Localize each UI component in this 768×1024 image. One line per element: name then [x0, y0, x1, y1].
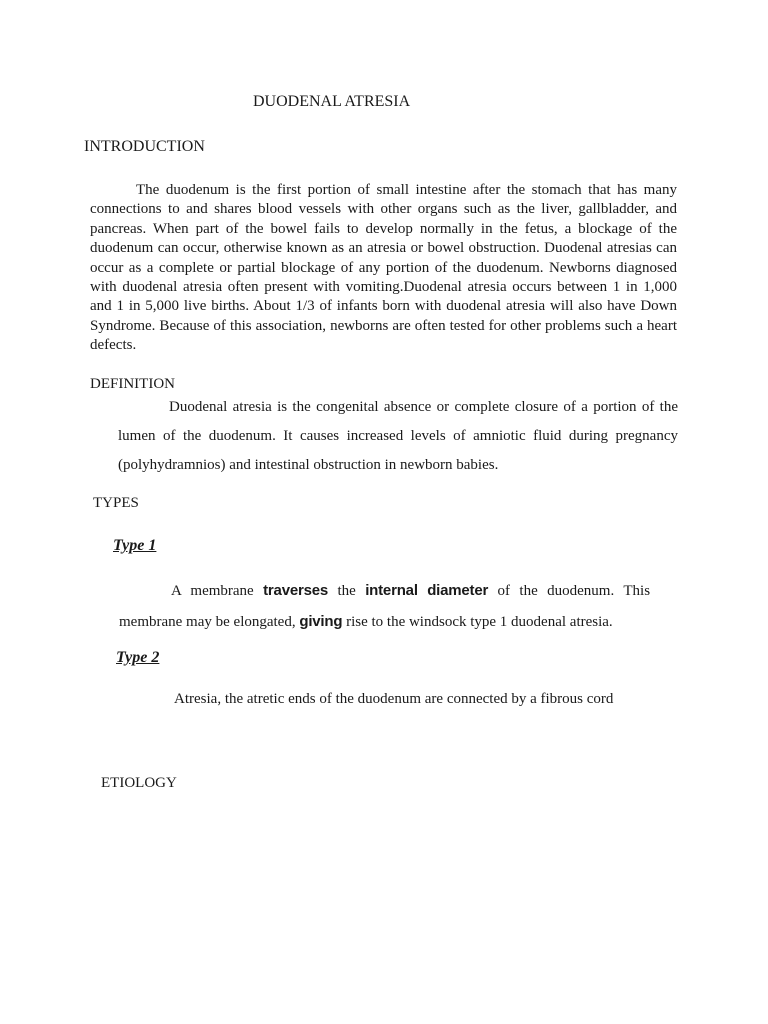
document-title: DUODENAL ATRESIA [253, 93, 411, 110]
type1-emphasis-traverses: traverses [263, 582, 329, 599]
type1-heading: Type 1 [113, 537, 157, 554]
types-heading: TYPES [93, 495, 139, 511]
type2-paragraph: Atresia, the atretic ends of the duodenum are connected by a fibrous cord [174, 691, 614, 707]
type1-text-3: of the duodenum. This [497, 583, 651, 599]
definition-text: Duodenal atresia is the congenital absence or complete closure of a portion of the lumen of the duodenum. It causes increased levels of amniotic fluid during pregnancy (polyhydramnios) and intestinal obstruction in newborn babies. [118, 399, 678, 473]
type1-emphasis-diameter: diameter [427, 582, 489, 599]
introduction-text: The duodenum is the first portion of small intestine after the stomach that has many connections to and shares blood vessels with other organs such as the liver, gallbladder, and pancreas. When part of the bowel fails to develop normally in the fetus, a blockage of the duodenum can occur, otherwise known as an atresia or bowel obstruction. Duodenal atresias can occur as a complete or partial blockage of any portion of the duodenum. Newborns diagnosed with duodenal atresia often present with vomiting.Duodenal atresia occurs between 1 in 1,000 and 1 in 5,000 live births. About 1/3 of infants born with duodenal atresia will also have Down Syndrome. Because of this association, newborns are often tested for other problems such a heart defects. [90, 182, 677, 354]
type1-text-2: the [337, 583, 356, 599]
definition-heading: DEFINITION [90, 376, 175, 392]
type1-paragraph [119, 576, 650, 637]
type1-text-1: A membrane [171, 583, 254, 599]
type1-emphasis-internal: internal [365, 582, 418, 599]
introduction-paragraph [90, 181, 677, 356]
introduction-heading: INTRODUCTION [84, 138, 205, 155]
etiology-heading: ETIOLOGY [101, 775, 177, 791]
type1-emphasis-giving: giving [299, 612, 343, 630]
type1-line-1 [119, 576, 650, 607]
type1-text-4: membrane may be elongated, [119, 613, 296, 630]
type1-text-5: rise to the windsock type 1 duodenal atresia. [346, 613, 613, 630]
definition-paragraph [118, 393, 678, 480]
type2-heading: Type 2 [116, 649, 160, 666]
